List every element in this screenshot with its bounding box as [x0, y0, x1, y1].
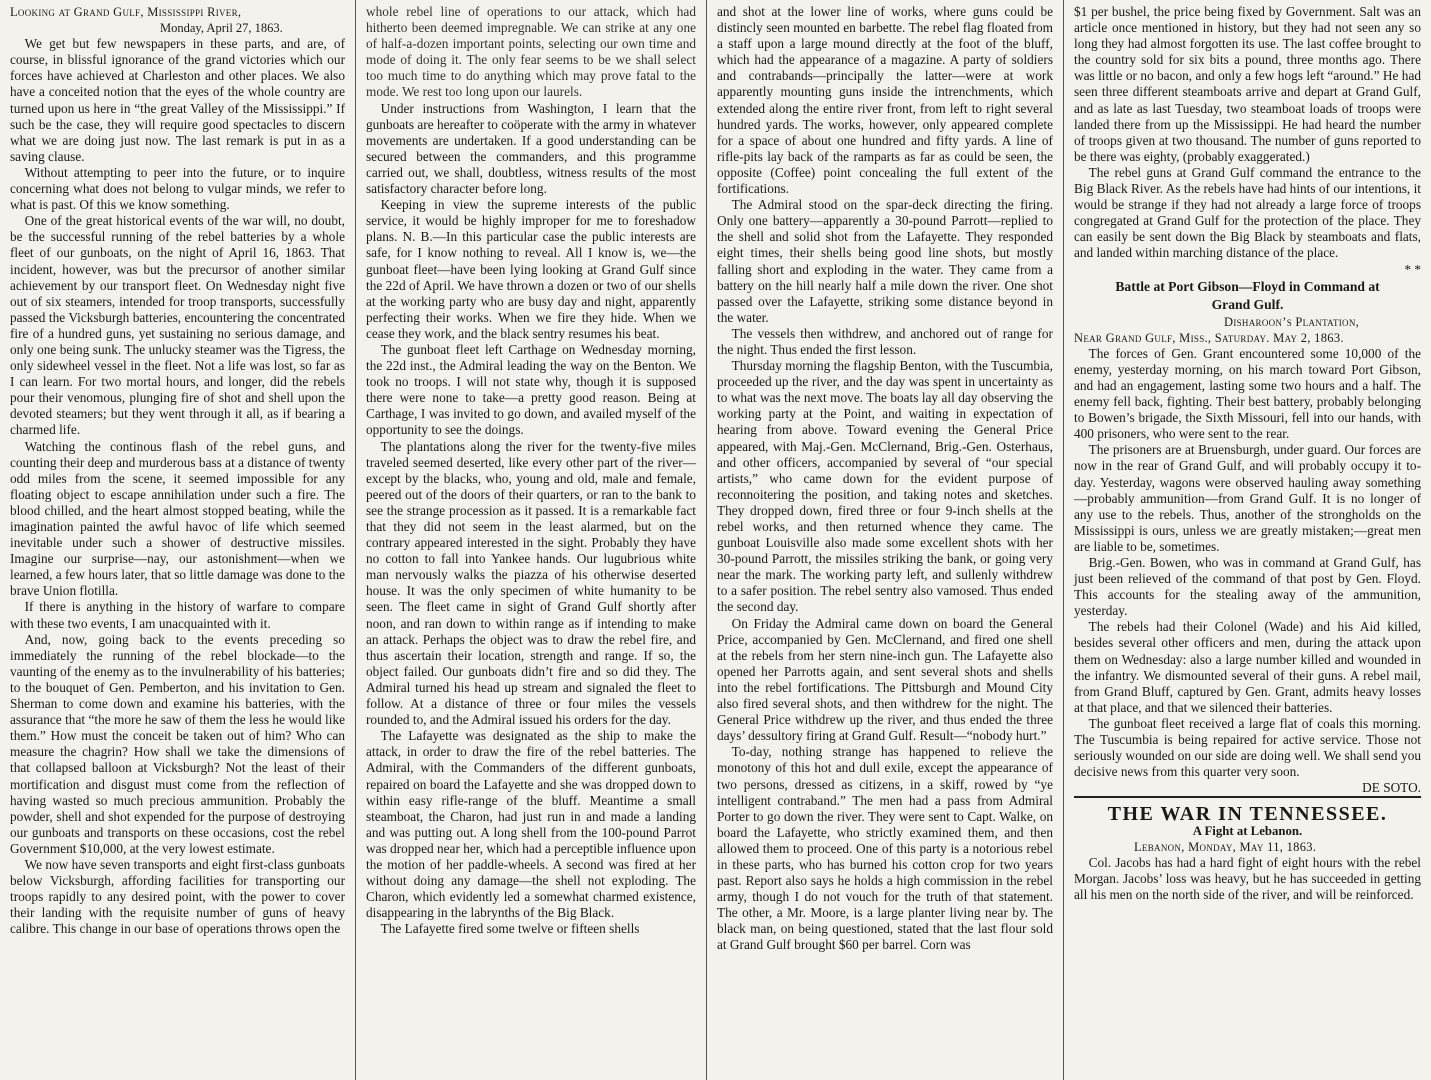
article-dateline-date: Lebanon, Monday, May 11, 1863. — [1134, 839, 1317, 854]
column-3 — [707, 0, 1064, 1080]
paragraph-continued: $1 per bushel, the price being fixed by Government. Salt was an article once mentioned in history, but they had not seen any so long they had almost forgotten its use. The last coffee brought to the country sold for six bits a pound, three months ago. There was little or no bacon, and only a few hogs left “around.” He had seen three different steamboats arrive and depart at Grand Gulf, and as late as last Tuesday, two steamboat loads of troops were landed there from up the Mississippi. He had heard the number of troops given at two thousand. The number of guns reported to be there was eighty, (probably exaggerated.) — [1074, 4, 1421, 164]
paragraph-continued: and shot at the lower line of works, where guns could be distincly seen mounted en barbette. The rebel flag floated from a staff upon a large mound directly at the foot of the bluff, which had the appearance of a magazine. A party of soldiers and contrabands—principally the latter—were at work apparently mounting guns inside the intrenchments, which extended along the entire river front, from left to right several hundred yards. The works, however, only appeared complete for a space of about one hundred and fifty yards. A line of rifle-pits lay back of the ramparts as far as could be seen, the opposite (Coffee) point concealing the full extent of the fortifications. — [717, 4, 1053, 197]
paragraph: Col. Jacobs has had a hard fight of eight hours with the rebel Morgan. Jacobs’ loss was heavy, but he has succeeded in getting all his men on the north side of the river, and will be reinforced. — [1074, 854, 1421, 902]
paragraph: We get but few newspapers in these parts, and are, of course, in blissful ignorance of the grand victories which our forces have achieved at Charleston and other places. We also have a conceited notion that the eyes of the whole country are turned upon us here in “the great Valley of the Mississippi.” If such be the case, they will require good spectacles to discern what we are doing just now. The last remark is put in as a saving clause. — [10, 36, 345, 164]
paragraph: The vessels then withdrew, and anchored out of range for the night. Thus ended the first lesson. — [717, 325, 1053, 357]
paragraph: Under instructions from Washington, I learn that the gunboats are hereafter to coöperate with the army in whatever movements are undertaken. If a good understanding can be secured between the commanders, and this programme carried out, we shall, doubtless, witness results of the most satisfactory character before long. — [366, 100, 696, 197]
column-4 — [1064, 0, 1431, 1080]
paragraph: One of the great historical events of the war will, no doubt, be the successful running of the rebel batteries by a whole fleet of our gunboats, on the night of April 16, 1863. That incident, however, was but the precursor of another similar achievement by our transport fleet. On Wednesday night five out of six steamers, intended for troop transports, successfully passed the Vicksburgh batteries, encountering the concentrated fire of a hundred guns, yet sustaining no serious damage, and only one being sunk. The unlucky steamer was the Tigress, the only sidewheel vessel in the fleet. Not a life was lost, so far as I can learn. For two mortal hours, and longer, did the rebels pour their venomous, plunging fire of shot and shell upon the devoted steamers; but they went through it all, as if bearing a charmed life. — [10, 213, 345, 438]
paragraph: Keeping in view the supreme interests of the public service, it would be highly improper for me to foreshadow plans. N. B.—In this particular case the public interests are safe, for I know nothing to reveal. All I know is, we—the gunboat fleet—have been lying looking at Grand Gulf since the 22d of April. We have thrown a dozen or two of our shells at the working party who are busy day and night, apparently perfecting their works. When we fire they hide. When we cease they work, and the black sentry resumes his beat. — [366, 197, 696, 341]
paragraph: To-day, nothing strange has happened to relieve the monotony of this hot and dull exile, except the appearance of two persons, dressed as citizens, in a skiff, rowed by “ye intelligent contraband.” The men had a pass from Admiral Porter to go down the river. They were sent to Capt. Walke, on board the Lafayette, who strictly examined them, and then allowed them to proceed. One of this party is a notorious rebel in these parts, who has burned his cotton crop for two years past. Report also says he holds a high commission in the rebel army, though I do not vouch for the truth of that statement. The other, a Mr. Moore, is a large planter living near by. The black man, on being questioned, stated that the last flour sold at Grand Gulf brought $60 per barrel. Corn was — [717, 744, 1053, 953]
paragraph: The Lafayette was designated as the ship to make the attack, in order to draw the fire of the rebel batteries. The Admiral, with the Commanders of the different gunboats, repaired on board the Lafayette and she was dropped down to within easy rifle-range of the bluff. Meantime a small steamboat, the Charon, had just run in and made a landing and was putting out. A long shell from the 100-pound Parrot was dropped near her, which had a perceptible influence upon the motion of her paddle-wheels. A second was fired at her without doing any damage—the shell not exploding. The Charon, which evidently led a somewhat charmed existence, disappearing in the labrynths of the Big Black. — [366, 728, 696, 921]
paragraph: And, now, going back to the events preceding so immediately the running of the rebel blockade—to the vaunting of the enemy as to the invulnerability of his batteries; to the bouquet of Gen. Pemberton, and his invitation to Gen. Sherman to come down and examine his batteries, with the assurance that “the more he saw of them the less he would like them.” How must the conceit be taken out of him? Who can measure the chagrin? How shall we take the dimensions of that collapsed balloon at Vicksburgh? Not the least of their mortification and disgust must come from the reflection of having wasted so much precious ammunition. Probably the powder, shell and shot expended for the purpose of destroying our gunboats and transports on these occasions, cost the rebel Government $10,000, at the very lowest estimate. — [10, 631, 345, 856]
column-2 — [356, 0, 707, 1080]
signature: DE SOTO. — [1362, 780, 1421, 796]
paragraph: Without attempting to peer into the future, or to inquire concerning what does not belong to vulgar minds, we refer to what is past. Of this we know something. — [10, 164, 345, 213]
paragraph: If there is anything in the history of warfare to compare with these two events, I am unacquainted with it. — [10, 599, 345, 631]
article-dateline-place: Disharoon’s Plantation, — [1224, 314, 1360, 329]
dateline-place: Looking at Grand Gulf, Mississippi River, — [10, 5, 242, 19]
article-heading-line-1: Battle at Port Gibson—Floyd in Command at — [1115, 278, 1380, 294]
paragraph: We now have seven transports and eight first-class gunboats below Vicksburgh, affording facilities for transporting our troops rapidly to any desired point, with the power to cover their landing with the requisite number of guns of heavy calibre. This change in our base of operations throws open the — [10, 856, 345, 937]
column-1 — [0, 0, 356, 1080]
article-dateline-date: Near Grand Gulf, Miss., Saturday. May 2, 1863. — [1074, 330, 1344, 345]
section-heading: THE WAR IN TENNESSEE. — [1074, 796, 1421, 822]
paragraph: On Friday the Admiral came down on board the General Price, accompanied by Gen. McClernand, and fired one shell at the rebels from her stern nine-inch gun. The Lafayette also opened her Parrotts again, and sent several shots and shells into the rebel fortifications. The Pittsburgh and Mound City also fired several shots, and then withdrew for the night. The General Price withdrew up the river, and thus ended the three days’ dessultory firing at Grand Gulf. Result—“nobody hurt.” — [717, 615, 1053, 744]
dateline-date: Monday, April 27, 1863. — [160, 21, 283, 36]
paragraph: The gunboat fleet received a large flat of coals this morning. The Tuscumbia is being repaired for active service. Those not seriously wounded on our side are doing well. We shall send you decisive news from this quarter very soon. — [1074, 715, 1421, 780]
paragraph: Thursday morning the flagship Benton, with the Tuscumbia, proceeded up the river, and the day was spent in uncertainty as to what was the next move. The boats lay all day observing the working party at the Point, and waiting in expectation of hearing from above. Toward evening the General Price appeared, with Maj.-Gen. McClernand, Brig.-Gen. Osterhaus, and other officers, accompanied by several of “our special artists,” who came down for the evident purpose of reconnoitering the position, and taking notes and sketches. They dropped down, fired three or four 9-inch shells at the rebel works, and then returned whence they came. The gunboat Louisville also made some excellent shots with her 30-pound Parrott, the missiles striking the bank, or going very near the mark. The working party left, and sullenly withdrew to a safer position. The rebel sentry also vamosed. Thus ended the second day. — [717, 358, 1053, 615]
article-heading-line-2: Grand Gulf. — [1211, 296, 1284, 312]
article-heading — [1074, 278, 1421, 314]
article-dateline — [1074, 314, 1421, 346]
paragraph: The prisoners are at Bruensburgh, under guard. Our forces are now in the rear of Grand Gulf, and will probably occupy it to-day. Yesterday, wagons were observed hauling away something—probably ammunition—from Grand Gulf. It is no longer of any use to the rebels. Thus, another of the strongholds on the Mississippi is ours, unless we are greatly mistaken;—great men are liable to be, sometimes. — [1074, 442, 1421, 554]
paragraph: The Lafayette fired some twelve or fifteen shells — [380, 921, 640, 937]
paragraph: The gunboat fleet left Carthage on Wednesday morning, the 22d inst., the Admiral leading the way on the Benton. We took no troops. I will not state why, though it is supposed there were none to take—a pretty good reason. Being at Carthage, I was invited to go down, and availed myself of the opportunity to see the doings. — [366, 341, 696, 438]
dateline — [10, 4, 345, 36]
article-dateline — [1074, 839, 1421, 855]
paragraph: Watching the continous flash of the rebel guns, and counting their deep and murderous bass at a distance of twenty odd miles from the scene, it seemed impossible for any floating object to escape annihilation under such a fire. The blood chilled, and the heart almost stopped beating, while the imagination painted the awful havoc of life which seemed inevitable under such a shower of destructive missiles. Imagine our surprise—nay, our astonishment—when we learned, a few hours later, that so little damage was done to the brave Union flotilla. — [10, 438, 345, 599]
article-heading: A Fight at Lebanon. — [1192, 823, 1303, 838]
paragraph: The forces of Gen. Grant encountered some 10,000 of the enemy, yesterday morning, on his march toward Port Gibson, and had an engagement, lasting some two hours and a half. The enemy fell back, fighting. Their best battery, probably belonging to Bowen’s brigade, the Sixth Missouri, fell into our hands, with 400 prisoners, who were sent to the rear. — [1074, 345, 1421, 442]
paragraph: Brig.-Gen. Bowen, who was in command at Grand Gulf, has just been relieved of the command of that post by Gen. Floyd. This accounts for the stealing away of the ammunition, yesterday. — [1074, 555, 1421, 619]
paragraph: The rebel guns at Grand Gulf command the entrance to the Big Black River. As the rebels have had hints of our intentions, it would be strange if they had not already a large force of troops congregated at Grand Gulf for the protection of the place. They can easily be sent down the Big Black by steamboats and flats, and landed within marching distance of the place. — [1074, 164, 1421, 261]
paragraph: The plantations along the river for the twenty-five miles traveled seemed deserted, like every other part of the river—except by the blacks, who, young and old, male and female, peered out of the doors of their quarters, or ran to the bank to see the strange procession as it passed. It is a remarkable fact that they did not seem in the least alarmed, but on the contrary appeared interested in the sight. Probably they have no cotton to fall into Yankee hands. Our lugubrious white man nervously walks the piazza of his otherwise deserted house. It was the only specimen of white humanity to be seen. The fleet came in sight of Grand Gulf shortly after noon, and ran down to within range as if intending to make an attack. Perhaps the object was to draw the rebel fire, and thus ascertain their location, strength and range. If so, the object failed. Our gunboats didn’t fire and so did they. The Admiral turned his head up stream and signaled the fleet to follow. At a distance of three or four miles the vessels rounded to, and the Admiral issued his orders for the day. — [366, 438, 696, 728]
paragraph-continued: whole rebel line of operations to our attack, which had hitherto been deemed impregnable. We can strike at any one of half-a-dozen important points, selecting our own time and mode of doing it. The only fear seems to be we shall select too much time to do anything which may prove fatal to the mode. We rest too long upon our laurels. — [366, 4, 696, 100]
paragraph: The Admiral stood on the spar-deck directing the firing. Only one battery—apparently a 30-pound Parrott—replied to the shell and solid shot from the Lafayette. They responded eight times, their shells being good line shots, but mostly falling short and exploding in the water. They came from a battery on the hill nearly half a mile down the river. One shot passed over the Lafayette, striking some distance beyond in the water. — [717, 197, 1053, 325]
section-stars: * * — [1404, 261, 1421, 277]
paragraph: The rebels had their Colonel (Wade) and his Aid killed, besides several other officers and men, during the attack upon them on Wednesday: also a large number killed and wounded in the infantry. We dismounted several of their guns. A rebel mail, from Grand Bluff, captured by Gen. Grant, admits heavy losses at that place, and that we silenced their batteries. — [1074, 619, 1421, 715]
